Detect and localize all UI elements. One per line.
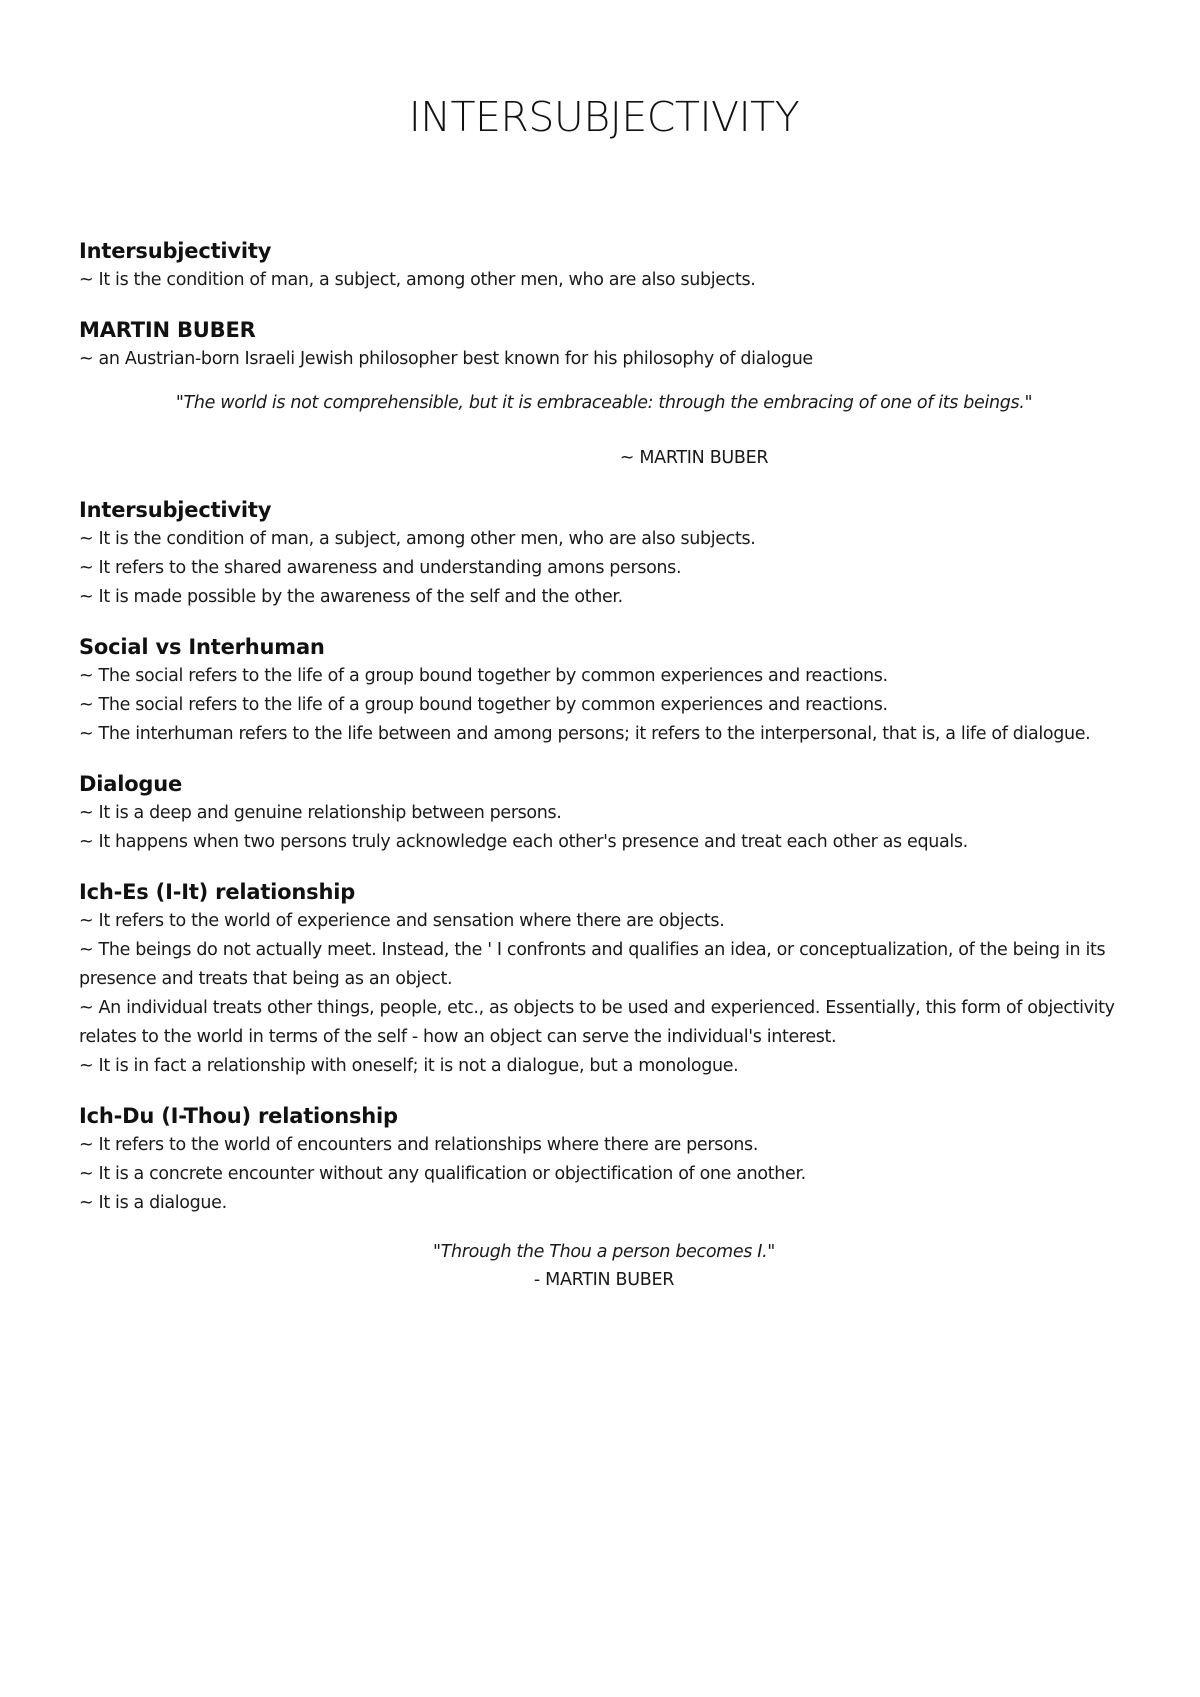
section-social-vs-interhuman (79, 632, 1129, 749)
section-line: ~ It is a deep and genuine relationship between persons. (79, 803, 562, 823)
quote-text: "The world is not comprehensible, but it is embraceable: through the embracing of one of its beings." (175, 393, 1033, 413)
section-ich-es (79, 877, 1129, 1081)
quote-text: "Through the Thou a person becomes I." (432, 1242, 775, 1262)
section-line: ~ It happens when two persons truly acknowledge each other's presence and treat each other as equals. (79, 832, 968, 852)
section-line: ~ It is a concrete encounter without any qualification or objectification of one another. (79, 1164, 806, 1184)
section-heading: Ich-Es (I-It) relationship (79, 880, 356, 904)
section-heading: Social vs Interhuman (79, 635, 325, 659)
section-line: ~ An individual treats other things, people, etc., as objects to be used and experienced. Essentially, this form of objectivity relates to the world in terms of the self - how an object can serve the individual's interest. (79, 998, 1115, 1047)
document-body (79, 236, 1129, 1294)
section-ich-du (79, 1101, 1129, 1218)
section-line: ~ It refers to the world of encounters and relationships where there are persons. (79, 1135, 759, 1155)
section-heading: Ich-Du (I-Thou) relationship (79, 1104, 398, 1128)
section-dialogue (79, 769, 1129, 857)
section-line: ~ It is made possible by the awareness of the self and the other. (79, 587, 623, 607)
buber-quote (79, 389, 1129, 473)
section-intersubjectivity-intro (79, 236, 1129, 295)
closing-quote (79, 1238, 1129, 1294)
section-line: ~ The beings do not actually meet. Instead, the ' I confronts and qualifies an idea, or conceptualization, of the being in its presence and treats that being as an object. (79, 940, 1106, 989)
section-line: ~ The social refers to the life of a group bound together by common experiences and reactions. (79, 666, 888, 686)
section-heading: Intersubjectivity (79, 239, 272, 263)
section-line: ~ an Austrian-born Israeli Jewish philosopher best known for his philosophy of dialogue (79, 349, 813, 369)
section-line: ~ It refers to the world of experience and sensation where there are objects. (79, 911, 725, 931)
section-line: ~ It is the condition of man, a subject, among other men, who are also subjects. (79, 270, 756, 290)
quote-author: - MARTIN BUBER (533, 1270, 675, 1290)
section-line: ~ It is the condition of man, a subject, among other men, who are also subjects. (79, 529, 756, 549)
section-martin-buber (79, 315, 1129, 374)
section-intersubjectivity (79, 495, 1129, 612)
section-line: ~ The social refers to the life of a group bound together by common experiences and reactions. (79, 695, 888, 715)
section-line: ~ It is a dialogue. (79, 1193, 227, 1213)
section-heading: Dialogue (79, 772, 183, 796)
quote-author: ~ MARTIN BUBER (619, 448, 769, 468)
section-heading: MARTIN BUBER (79, 318, 256, 342)
page-title: INTERSUBJECTIVITY (408, 93, 800, 141)
section-line: ~ The interhuman refers to the life between and among persons; it refers to the interpersonal, that is, a life of dialogue. (79, 724, 1091, 744)
section-heading: Intersubjectivity (79, 498, 272, 522)
section-line: ~ It is in fact a relationship with oneself; it is not a dialogue, but a monologue. (79, 1056, 739, 1076)
section-line: ~ It refers to the shared awareness and understanding amons persons. (79, 558, 682, 578)
